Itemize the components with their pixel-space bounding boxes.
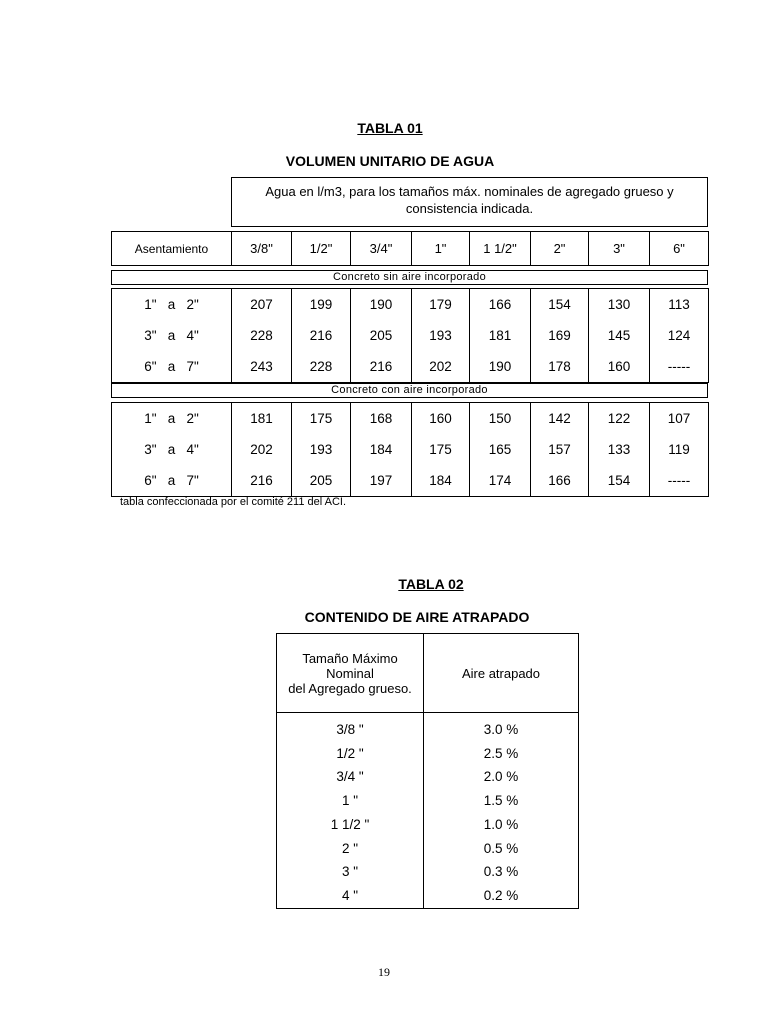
table-cell: 6" a 7" bbox=[112, 351, 232, 383]
table1-section1 bbox=[111, 288, 709, 383]
section2-label: Concreto con aire incorporado bbox=[111, 383, 708, 398]
table-cell: 166 bbox=[531, 465, 589, 497]
table2 bbox=[276, 633, 579, 909]
table1-section2 bbox=[111, 402, 709, 497]
table-cell: 1" a 2" bbox=[112, 403, 232, 435]
table-cell: 216 bbox=[232, 465, 292, 497]
table-cell: 175 bbox=[412, 434, 470, 465]
header-size: 1" bbox=[412, 232, 470, 266]
table-cell: 175 bbox=[292, 403, 351, 435]
table-cell: 150 bbox=[470, 403, 531, 435]
table-cell: 205 bbox=[292, 465, 351, 497]
header-size: 3/8" bbox=[232, 232, 292, 266]
table-cell: 1" a 2" bbox=[112, 289, 232, 321]
table-cell: 113 bbox=[650, 289, 709, 321]
table-cell: 190 bbox=[470, 351, 531, 383]
page-number: 19 bbox=[378, 965, 390, 979]
table-cell: 165 bbox=[470, 434, 531, 465]
table-cell: 3" a 4" bbox=[112, 320, 232, 351]
table-cell: 174 bbox=[470, 465, 531, 497]
table-row bbox=[112, 320, 709, 351]
table-cell: 193 bbox=[292, 434, 351, 465]
header-size: 3" bbox=[589, 232, 650, 266]
table-cell: 168 bbox=[351, 403, 412, 435]
table-row bbox=[112, 403, 709, 435]
table1-footnote: tabla confeccionada por el comité 211 del ACI. bbox=[120, 496, 347, 508]
table-cell: 119 bbox=[650, 434, 709, 465]
table-cell: 181 bbox=[232, 403, 292, 435]
table-cell: 228 bbox=[232, 320, 292, 351]
table1-title: TABLA 01 bbox=[357, 120, 423, 136]
header-size: 6" bbox=[650, 232, 709, 266]
table-row bbox=[112, 434, 709, 465]
table-cell: 202 bbox=[232, 434, 292, 465]
table2-subtitle: CONTENIDO DE AIRE ATRAPADO bbox=[304, 609, 530, 625]
table-cell: 160 bbox=[412, 403, 470, 435]
table-cell: 154 bbox=[531, 289, 589, 321]
table-cell: 207 bbox=[232, 289, 292, 321]
table-cell: ----- bbox=[650, 351, 709, 383]
table-cell: 107 bbox=[650, 403, 709, 435]
table-cell: 142 bbox=[531, 403, 589, 435]
table-cell: 154 bbox=[589, 465, 650, 497]
table2-title: TABLA 02 bbox=[398, 576, 464, 592]
header-size: 1 1/2" bbox=[470, 232, 531, 266]
table2-header-row bbox=[277, 634, 579, 713]
table2-air-column: 3.0 % 2.5 % 2.0 % 1.5 % 1.0 % 0.5 % 0.3 % 0.2 % bbox=[424, 713, 579, 909]
table2-size-column: 3/8 " 1/2 " 3/4 " 1 " 1 1/2 " 2 " 3 " 4 " bbox=[277, 713, 424, 909]
header-asentamiento: Asentamiento bbox=[112, 232, 232, 266]
table-cell: 166 bbox=[470, 289, 531, 321]
table-cell: 243 bbox=[232, 351, 292, 383]
section1-label: Concreto sin aire incorporado bbox=[111, 270, 708, 285]
table-cell: 169 bbox=[531, 320, 589, 351]
table-cell: 216 bbox=[292, 320, 351, 351]
table1-header-row bbox=[111, 231, 709, 266]
table-cell: 228 bbox=[292, 351, 351, 383]
table1-subtitle: VOLUMEN UNITARIO DE AGUA bbox=[285, 153, 495, 169]
table-cell: 133 bbox=[589, 434, 650, 465]
table-cell: 193 bbox=[412, 320, 470, 351]
table1-description: Agua en l/m3, para los tamaños máx. nominales de agregado grueso y consistencia indicada. bbox=[231, 177, 708, 227]
header-size: 2" bbox=[531, 232, 589, 266]
table-cell: 145 bbox=[589, 320, 650, 351]
table-cell: 181 bbox=[470, 320, 531, 351]
table-cell: 184 bbox=[351, 434, 412, 465]
table-cell: 190 bbox=[351, 289, 412, 321]
table-cell: 216 bbox=[351, 351, 412, 383]
table-row bbox=[112, 289, 709, 321]
table2-header-air: Aire atrapado bbox=[424, 634, 579, 713]
table-cell: 122 bbox=[589, 403, 650, 435]
table-cell: 202 bbox=[412, 351, 470, 383]
table-cell: 199 bbox=[292, 289, 351, 321]
table-cell: 178 bbox=[531, 351, 589, 383]
table-cell: ----- bbox=[650, 465, 709, 497]
header-size: 3/4" bbox=[351, 232, 412, 266]
table-cell: 160 bbox=[589, 351, 650, 383]
table-row bbox=[112, 351, 709, 383]
table-cell: 157 bbox=[531, 434, 589, 465]
table-cell: 124 bbox=[650, 320, 709, 351]
table2-header-size: Tamaño Máximo Nominal del Agregado grueso. bbox=[277, 634, 424, 713]
table-cell: 179 bbox=[412, 289, 470, 321]
table-cell: 3" a 4" bbox=[112, 434, 232, 465]
table-cell: 6" a 7" bbox=[112, 465, 232, 497]
table-cell: 130 bbox=[589, 289, 650, 321]
header-size: 1/2" bbox=[292, 232, 351, 266]
table-cell: 197 bbox=[351, 465, 412, 497]
table-cell: 205 bbox=[351, 320, 412, 351]
table2-body-row bbox=[277, 713, 579, 909]
table-row bbox=[112, 465, 709, 497]
table-cell: 184 bbox=[412, 465, 470, 497]
